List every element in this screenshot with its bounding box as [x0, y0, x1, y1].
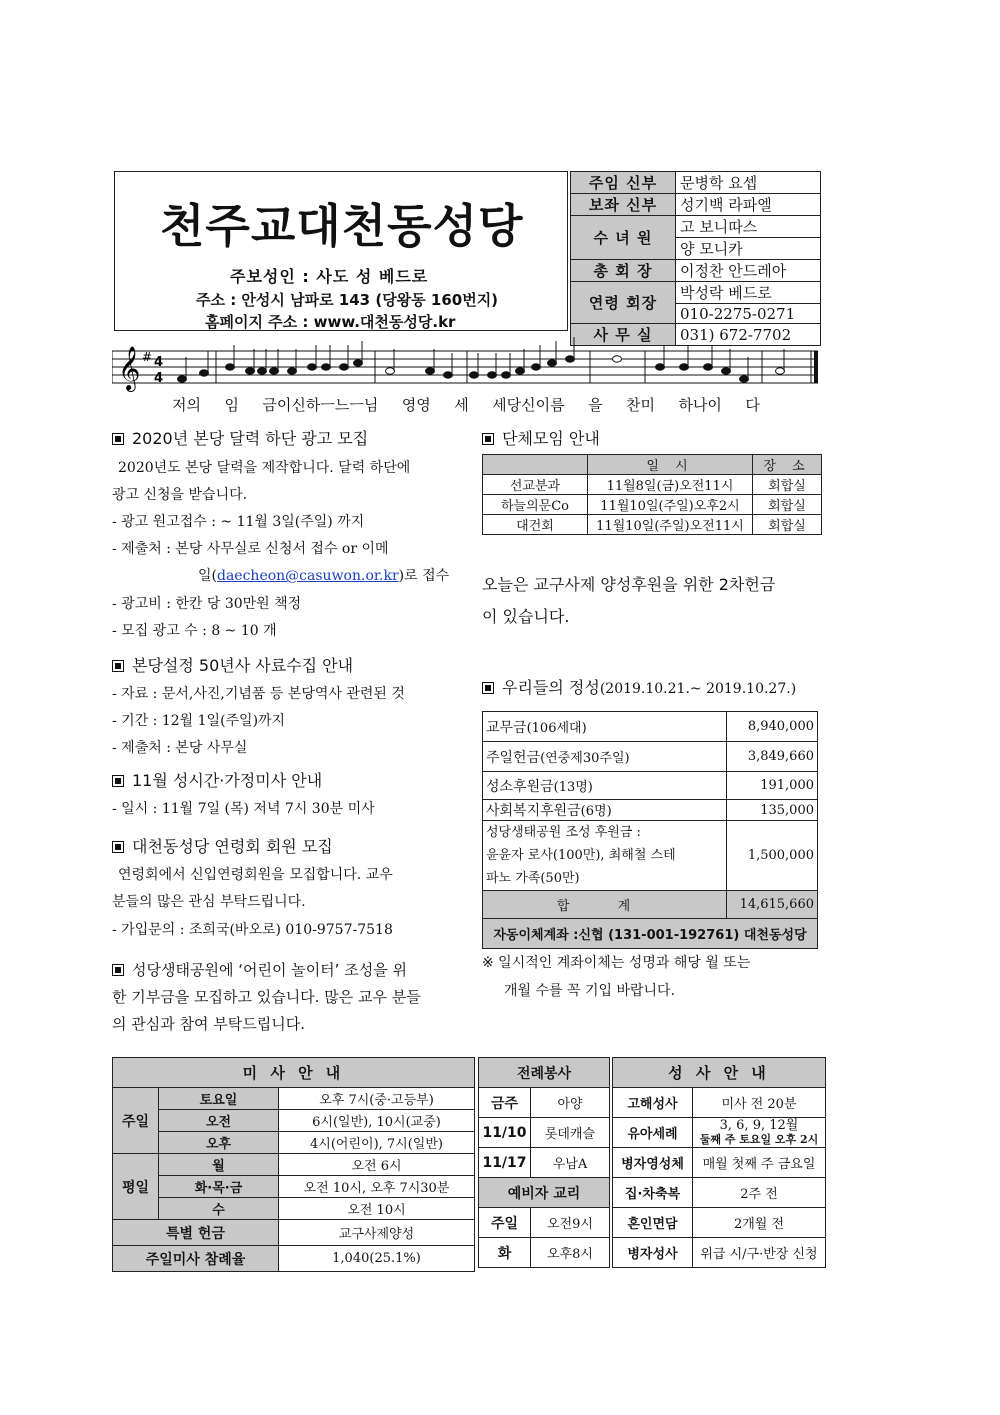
offering-label: 주일헌금(연중제30주일) — [483, 742, 727, 772]
table-row — [613, 1088, 826, 1118]
table-row — [613, 1118, 826, 1148]
park-line: 한 기부금을 모집하고 있습니다. 많은 교우 분들 — [112, 988, 421, 1006]
note-head — [200, 370, 209, 376]
table-row — [113, 1132, 475, 1154]
note-head — [776, 368, 785, 374]
staff-row — [571, 194, 821, 216]
sacrament-value: 미사 전 20분 — [693, 1088, 826, 1118]
note-head — [426, 368, 435, 374]
special-offering-value: 교구사제양성 — [279, 1220, 475, 1246]
staff-name: 양 모니카 — [676, 238, 821, 260]
group-place: 회합실 — [753, 495, 822, 515]
lyric-word: 세 — [454, 396, 469, 414]
groups-table — [482, 454, 822, 535]
table-row — [113, 1176, 475, 1198]
staff-role: 보좌 신부 — [571, 194, 676, 216]
sacrament-name: 고해성사 — [613, 1088, 693, 1118]
note-head — [566, 356, 575, 362]
note-head — [740, 376, 749, 382]
lyric-word: 세당신이름 — [492, 396, 565, 414]
table-row — [613, 1238, 826, 1268]
staff-role: 사 무 실 — [571, 324, 676, 346]
table-header-cell — [483, 455, 588, 475]
table-header — [479, 1058, 610, 1088]
lyric-word: 하나이 — [678, 396, 722, 414]
weekday-label: 평일 — [113, 1154, 159, 1220]
table-row — [483, 772, 818, 800]
final-barline — [814, 351, 818, 383]
time-sig-top: 4 — [154, 355, 164, 370]
note-head — [548, 360, 557, 366]
group-name: 대건회 — [483, 515, 588, 535]
union-title: 대천동성당 연령회 회원 모집 — [112, 834, 333, 857]
staff-name: 성기백 라파엘 — [676, 194, 821, 216]
sacraments-table — [612, 1057, 826, 1268]
time-sig-bottom: 4 — [154, 371, 164, 386]
table-row — [483, 742, 818, 772]
calendar-ad-line: 2020년도 본당 달력을 제작합니다. 달력 하단에 — [118, 460, 411, 476]
table-row — [113, 1220, 475, 1246]
calendar-ad-title: 2020년 본당 달력 하단 광고 모집 — [112, 426, 368, 449]
mass-title: 미 사 안 내 — [113, 1058, 475, 1088]
hymn-lyrics — [112, 394, 820, 415]
history-line: - 제출처 : 본당 사무실 — [112, 740, 248, 756]
sacrament-name: 병자성사 — [613, 1238, 693, 1268]
staff-table — [570, 171, 821, 346]
second-collection-notice: 이 있습니다. — [482, 607, 570, 626]
group-time: 11월8일(금)오전11시 — [588, 475, 753, 495]
note-head — [532, 364, 541, 370]
sacrament-value: 3, 6, 9, 12월 둘째 주 토요일 오후 2시 — [693, 1118, 826, 1148]
table-header — [483, 455, 822, 475]
note-head — [704, 364, 713, 370]
table-row — [613, 1178, 826, 1208]
note-head — [444, 372, 453, 378]
union-line: 분들의 많은 관심 부탁드립니다. — [112, 894, 306, 910]
square-bullet-icon — [112, 433, 124, 445]
square-bullet-icon — [112, 964, 124, 976]
group-name: 하늘의문Co — [483, 495, 588, 515]
staff-name: 이정찬 안드레아 — [676, 260, 821, 282]
square-bullet-icon — [482, 433, 494, 445]
mass-day: 오후 — [159, 1132, 279, 1154]
table-row — [483, 821, 818, 891]
square-bullet-icon — [112, 660, 124, 672]
homepage-address: 홈페이지 주소 : www.대천동성당.kr — [205, 313, 456, 331]
sacrament-value: 위급 시/구·반장 신청 — [693, 1238, 826, 1268]
staff-role: 수 녀 원 — [571, 216, 676, 260]
note-head — [340, 364, 349, 370]
note-head — [386, 368, 395, 374]
mass-day: 수 — [159, 1198, 279, 1220]
sacrament-value: 매월 첫째 주 금요일 — [693, 1148, 826, 1178]
staff-row — [571, 282, 821, 304]
sacraments-title: 성 사 안 내 — [613, 1058, 826, 1088]
footnote: 개월 수를 꼭 기입 바랍니다. — [504, 983, 676, 999]
second-collection-notice: 오늘은 교구사제 양성후원을 위한 2차헌금 — [482, 575, 776, 594]
note-head — [516, 368, 525, 374]
memorial-mass-line: - 일시 : 11월 7일 (목) 저녁 7시 30분 미사 — [112, 801, 375, 817]
group-name: 선교분과 — [483, 475, 588, 495]
note-head — [613, 356, 622, 362]
mass-day: 월 — [159, 1154, 279, 1176]
mass-day: 화·목·금 — [159, 1176, 279, 1198]
note-head — [656, 364, 665, 370]
table-row — [613, 1208, 826, 1238]
table-row — [483, 712, 818, 742]
offering-amount: 191,000 — [727, 772, 818, 800]
service-date: 금주 — [479, 1088, 531, 1118]
park-line: 의 관심과 참여 부탁드립니다. — [112, 1015, 305, 1033]
service-group: 우남A — [531, 1148, 610, 1178]
mass-time: 오전 10시, 오후 7시30분 — [279, 1176, 475, 1198]
table-header-cell: 장 소 — [753, 455, 822, 475]
table-header — [479, 1178, 610, 1208]
lyric-word: 다 — [745, 396, 760, 414]
total-amount: 14,615,660 — [727, 891, 818, 919]
history-title: 본당설정 50년사 사료수집 안내 — [112, 653, 353, 676]
note-head — [354, 360, 363, 366]
offering-label: 교무금(106세대) — [483, 712, 727, 742]
mass-schedule-table — [112, 1057, 475, 1272]
staff-name: 031) 672-7702 — [676, 324, 821, 346]
lyric-word: 저의 — [172, 396, 201, 414]
note-head — [470, 372, 479, 378]
patron-saint: 주보성인 : 사도 성 베드로 — [230, 267, 429, 286]
table-header-cell: 일 시 — [588, 455, 753, 475]
sacrament-name: 집·차축복 — [613, 1178, 693, 1208]
service-title: 전례봉사 — [479, 1058, 610, 1088]
lyric-word: 영영 — [401, 396, 431, 414]
calendar-ad-line: 광고 신청을 받습니다. — [112, 487, 248, 503]
square-bullet-icon — [112, 841, 124, 853]
staff-row — [571, 216, 821, 238]
service-group: 롯데캐슬 — [531, 1118, 610, 1148]
note-head — [488, 372, 497, 378]
sacrament-value: 2주 전 — [693, 1178, 826, 1208]
table-row — [613, 1148, 826, 1178]
square-bullet-icon — [112, 775, 124, 787]
table-row — [483, 515, 822, 535]
union-line: - 가입문의 : 조희국(바오로) 010-9757-7518 — [112, 922, 393, 938]
attendance-label: 주일미사 참례율 — [113, 1246, 279, 1272]
mass-time: 4시(어린이), 7시(일반) — [279, 1132, 475, 1154]
note-head — [308, 364, 317, 370]
park-title: 성당생태공원에 ‘어린이 놀이터’ 조성을 위 — [112, 959, 407, 980]
service-date: 11/17 — [479, 1148, 531, 1178]
table-row — [483, 495, 822, 515]
note-head — [258, 368, 267, 374]
table-row — [113, 1110, 475, 1132]
offering-amount: 1,500,000 — [727, 821, 818, 891]
table-row — [483, 800, 818, 821]
group-place: 회합실 — [753, 515, 822, 535]
mass-day: 토요일 — [159, 1088, 279, 1110]
table-header — [113, 1058, 475, 1088]
mass-time: 6시(일반), 10시(교중) — [279, 1110, 475, 1132]
calendar-ad-line: - 광고 원고접수 : ~ 11월 3일(주일) 까지 — [112, 514, 365, 530]
treble-clef-icon: 𝄞 — [118, 346, 141, 390]
memorial-mass-title: 11월 성시간·가정미사 안내 — [112, 768, 322, 791]
note-head — [246, 368, 255, 374]
catechumen-time: 오전9시 — [531, 1208, 610, 1238]
square-bullet-icon — [482, 682, 494, 694]
staff-role: 주임 신부 — [571, 172, 676, 194]
staff-role: 연령 회장 — [571, 282, 676, 324]
staff-phone: 010-2275-0271 — [676, 304, 821, 324]
table-row — [479, 1148, 610, 1178]
staff-row — [571, 172, 821, 194]
note-head — [322, 364, 331, 370]
sacrament-name: 유아세례 — [613, 1118, 693, 1148]
staff-name: 고 보니따스 — [676, 216, 821, 238]
staff-row — [571, 260, 821, 282]
footnote: ※ 일시적인 계좌이체는 성명과 해당 월 또는 — [482, 955, 751, 971]
mass-time: 오전 6시 — [279, 1154, 475, 1176]
offering-amount: 3,849,660 — [727, 742, 818, 772]
union-line: 연령회에서 신입연령회원을 모집합니다. 교우 — [118, 867, 393, 883]
table-row — [479, 1238, 610, 1268]
catechumen-time: 오후8시 — [531, 1238, 610, 1268]
mass-day: 오전 — [159, 1110, 279, 1132]
group-time: 11월10일(주일)오전11시 — [588, 515, 753, 535]
calendar-ad-line: - 제출처 : 본당 사무실로 신청서 접수 or 이메 — [112, 541, 389, 557]
service-date: 11/10 — [479, 1118, 531, 1148]
table-row — [113, 1198, 475, 1220]
history-line: - 자료 : 문서,사진,기념품 등 본당역사 관련된 것 — [112, 686, 405, 702]
catechumen-title: 예비자 교리 — [479, 1178, 610, 1208]
offering-label: 사회복지후원금(6명) — [483, 800, 727, 821]
sacrament-value: 2개월 전 — [693, 1208, 826, 1238]
offering-table — [482, 711, 818, 949]
email-link[interactable]: daecheon@casuwon.or.kr — [217, 568, 399, 584]
table-row — [113, 1246, 475, 1272]
service-group: 아양 — [531, 1088, 610, 1118]
calendar-ad-line: - 모집 광고 수 : 8 ~ 10 개 — [112, 623, 277, 639]
lyric-word: 금이신하ㅡ느ㅡ님 — [262, 396, 379, 414]
staff-name: 문병학 요셉 — [676, 172, 821, 194]
sharp-icon: # — [142, 350, 153, 364]
table-row — [479, 1208, 610, 1238]
church-name: 천주교대천동성당 — [160, 199, 524, 253]
history-line: - 기간 : 12월 1일(주일)까지 — [112, 713, 286, 729]
offering-label: 성소후원금(13명) — [483, 772, 727, 800]
table-row — [479, 1088, 610, 1118]
special-offering-label: 특별 헌금 — [113, 1220, 279, 1246]
lyric-word: 을 — [588, 396, 603, 414]
mass-time: 오후 7시(중·고등부) — [279, 1088, 475, 1110]
note-head — [722, 368, 731, 374]
liturgy-service-table — [478, 1057, 610, 1268]
catechumen-day: 화 — [479, 1238, 531, 1268]
bank-account: 자동이체계좌 :신협 (131-001-192761) 대천동성당 — [483, 919, 818, 949]
offering-amount: 135,000 — [727, 800, 818, 821]
table-row — [113, 1088, 475, 1110]
offering-amount: 8,940,000 — [727, 712, 818, 742]
park-offering-label: 성당생태공원 조성 후원금 : 윤윤자 로사(100만), 최해철 스테 파노 가족(50만) — [483, 821, 727, 891]
note-head — [288, 368, 297, 374]
sacrament-name: 혼인면담 — [613, 1208, 693, 1238]
attendance-value: 1,040(25.1%) — [279, 1246, 475, 1272]
offering-title: 우리들의 정성(2019.10.21.~ 2019.10.27.) — [482, 675, 796, 698]
church-address: 주소 : 안성시 남파로 143 (당왕동 160번지) — [196, 291, 499, 309]
account-row — [483, 919, 818, 949]
note-head — [502, 372, 511, 378]
sunday-label: 주일 — [113, 1088, 159, 1154]
group-place: 회합실 — [753, 475, 822, 495]
note-head — [680, 364, 689, 370]
table-header — [613, 1058, 826, 1088]
table-row — [483, 475, 822, 495]
table-row — [113, 1154, 475, 1176]
group-time: 11월10일(주일)오후2시 — [588, 495, 753, 515]
note-head — [178, 376, 187, 382]
sacrament-name: 병자영성체 — [613, 1148, 693, 1178]
catechumen-day: 주일 — [479, 1208, 531, 1238]
table-row — [479, 1118, 610, 1148]
staff-role: 총 회 장 — [571, 260, 676, 282]
note-head — [270, 368, 279, 374]
groups-title: 단체모임 안내 — [482, 426, 600, 449]
total-row — [483, 891, 818, 919]
calendar-ad-email-line: 일(daecheon@casuwon.or.kr)로 접수 — [198, 568, 450, 584]
lyric-word: 임 — [224, 396, 239, 414]
calendar-ad-line: - 광고비 : 한칸 당 30만원 책정 — [112, 596, 302, 612]
staff-name: 박성락 베드로 — [676, 282, 821, 304]
note-head — [226, 364, 235, 370]
total-label: 합 계 — [483, 891, 727, 919]
lyric-word: 찬미 — [626, 396, 655, 414]
mass-time: 오전 10시 — [279, 1198, 475, 1220]
